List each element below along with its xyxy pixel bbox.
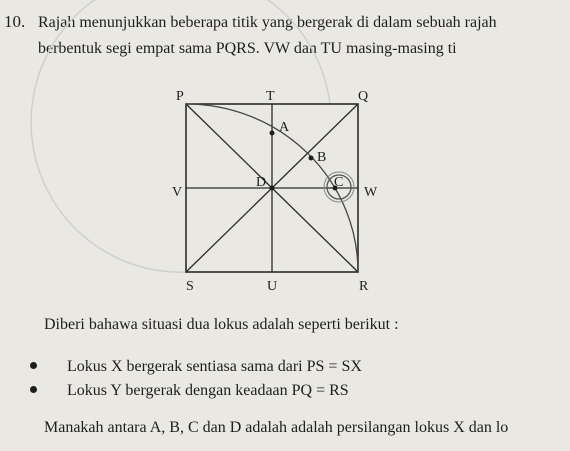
- label-b: B: [317, 150, 327, 165]
- bullet-item-locus-y: [30, 382, 349, 400]
- label-t: T: [266, 89, 275, 104]
- point-a: [270, 131, 275, 136]
- bullet-item-locus-x: [30, 358, 362, 376]
- label-p: P: [176, 89, 184, 104]
- question-number: 10.: [4, 12, 26, 31]
- bullet-dot-icon: [30, 362, 37, 369]
- label-s: S: [186, 279, 194, 294]
- label-u: U: [267, 279, 278, 294]
- question-text-line-2: berbentuk segi empat sama PQRS. VW dan TU masing-masing ti: [38, 40, 457, 57]
- bullet-dot-icon: [30, 386, 37, 393]
- background-arc: [31, 0, 330, 272]
- given-statement: Diberi bahawa situasi dua lokus adalah seperti berikut :: [44, 316, 399, 333]
- question-text-line-1: Rajah menunjukkan beberapa titik yang bergerak di dalam sebuah rajah: [38, 14, 497, 31]
- point-b: [309, 156, 314, 161]
- label-a: A: [279, 120, 290, 135]
- label-c: C: [334, 175, 344, 190]
- label-w: W: [364, 185, 378, 200]
- label-r: R: [359, 279, 369, 294]
- bullet-text: Lokus Y bergerak dengan keadaan PQ = RS: [67, 382, 349, 399]
- point-d: [270, 186, 275, 191]
- question-prompt: Manakah antara A, B, C dan D adalah adalah persilangan lokus X dan lo: [44, 419, 509, 436]
- label-d: D: [256, 175, 267, 190]
- bullet-text: Lokus X bergerak sentiasa sama dari PS = SX: [67, 358, 362, 375]
- label-v: V: [172, 185, 183, 200]
- label-q: Q: [358, 89, 369, 104]
